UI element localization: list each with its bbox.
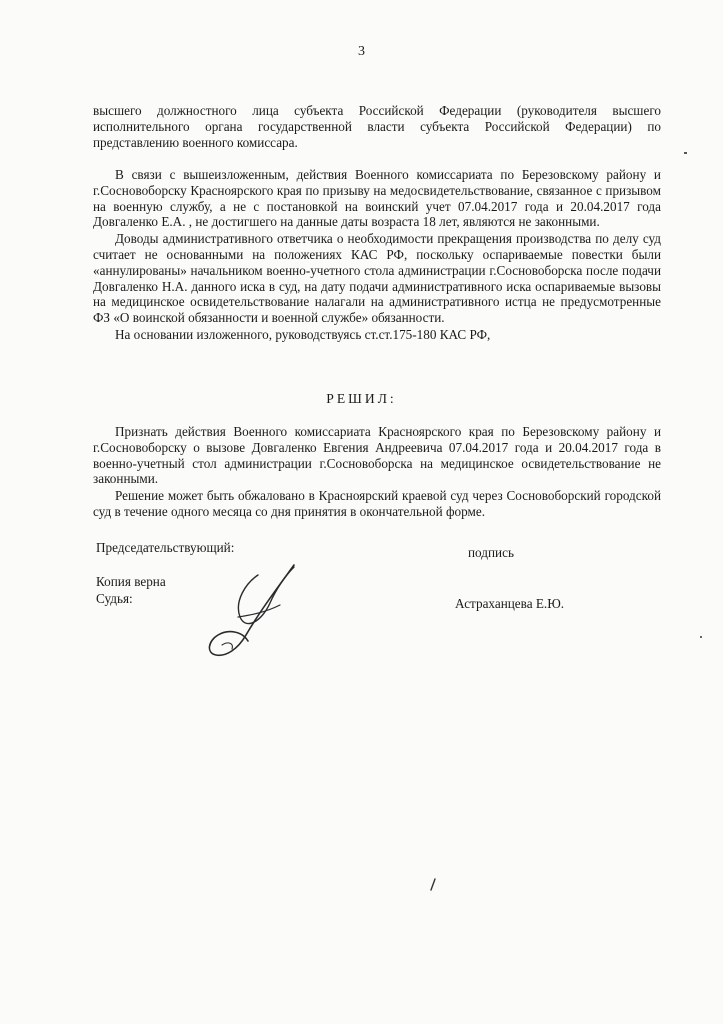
page-number: 3 [358, 44, 365, 59]
paragraph-decision: Признать действия Военного комиссариата Красноярского края по Березовскому району и г.Сосновоборску о вызове Довгаленко Евгения Андреевича 07.04.2017 года и 20.04.2017 года в военно-учетный стол администрации г.Сосновоборска на медицинское освидетельствование не законными. [93, 424, 661, 487]
scan-speck [700, 636, 702, 638]
paragraph-defendant-arguments: Доводы административного ответчика о необходимости прекращения производства по делу суд считает не основанными на положениях КАС РФ, поскольку оспариваемые повестки были «аннулированы» начальником военно-учетного стола администрации г.Сосновоборска после подачи Довгаленко Н.А. данного иска в суд, на дату подачи административного иска оспариваемые вызовы на медицинское освидетельствование налагали на административного истца не предусмотренные ФЗ «О воинской обязанности и военной службе» обязанности. [93, 231, 661, 326]
judge-name: Астраханцева Е.Ю. [455, 596, 565, 611]
paragraph-continuation: высшего должностного лица субъекта Российской Федерации (руководителя высшего исполнительного органа государственной власти субъекта Российской Федерации) по представлению военного комиссара. [93, 103, 661, 150]
scan-mark [428, 878, 438, 892]
paragraph-actions-unlawful: В связи с вышеизложенным, действия Военного комиссариата по Березовскому району и г.Сосновоборску Красноярского края по призыву на медосвидетельствование, связанное с призывом на военную службу, а не с постановкой на воинский учет 07.04.2017 года и 20.04.2017 года Довгаленко Е.А. , не достигшего на данные даты возраста 18 лет, являются не законными. [93, 167, 661, 230]
scan-speck [684, 152, 687, 154]
intro-text-block [93, 103, 661, 150]
decision-text-block [93, 424, 661, 520]
signature-note: подпись [468, 545, 514, 560]
decision-heading: РЕШИЛ: [326, 391, 397, 406]
paragraph-legal-basis: На основании изложенного, руководствуясь ст.ст.175-180 КАС РФ, [115, 326, 491, 342]
judge-label: Судья: [96, 591, 133, 606]
reasoning-text-block [93, 167, 661, 343]
presiding-label: Председательствующий: [96, 540, 235, 555]
copy-verified-label: Копия верна [96, 574, 166, 589]
handwritten-signature [198, 561, 306, 661]
paragraph-appeal: Решение может быть обжаловано в Красноярский краевой суд через Сосновоборский городской суд в течение одного месяца со дня принятия в окончательной форме. [93, 488, 661, 519]
